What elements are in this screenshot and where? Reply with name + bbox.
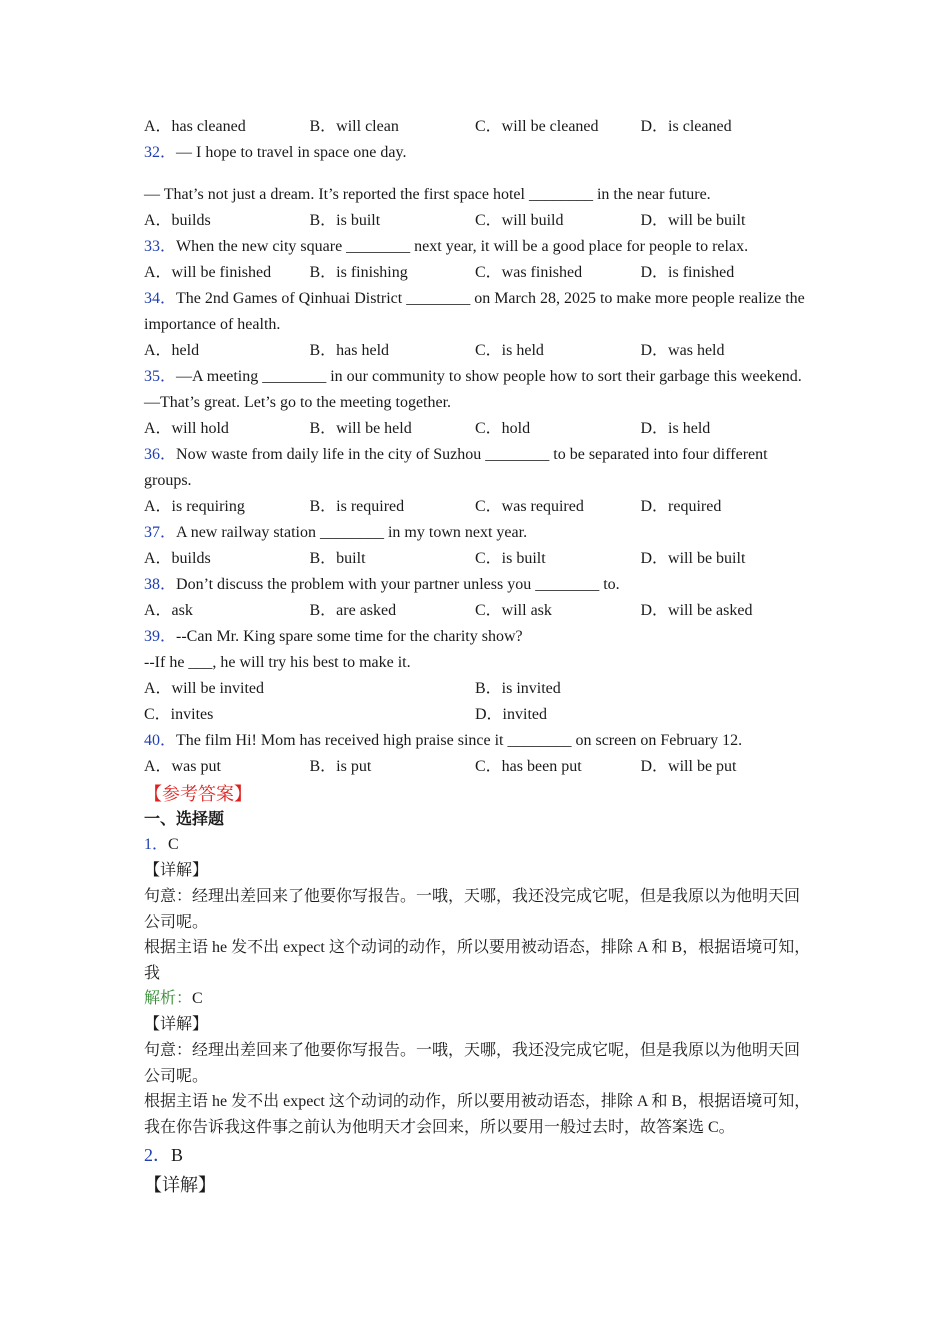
q40-option-a: A．was put <box>144 758 221 775</box>
q33-option-b: B．is finishing <box>309 264 408 281</box>
q39-option-d: D．invited <box>475 706 547 723</box>
q34-options <box>144 338 814 364</box>
q38-option-a: A．ask <box>144 602 193 619</box>
answer-1-number: 1． <box>144 836 169 853</box>
q39-option-b: B．is invited <box>475 680 561 697</box>
q35-option-b: B．will be held <box>309 420 412 437</box>
q33-option-c: C．was finished <box>475 264 583 281</box>
q39-question <box>144 624 814 650</box>
q40-question <box>144 728 814 754</box>
sentence-meaning: 句意：经理出差回来了他要你写报告。一哦，天哪，我还没完成它呢，但是我原以为他明天回公司呢。 <box>144 888 801 931</box>
answer-2-number: 2． <box>144 1145 171 1165</box>
q32-number: 32． <box>144 144 177 161</box>
q31-option-d: D．is cleaned <box>640 118 732 135</box>
q37-option-a: A．builds <box>144 550 211 567</box>
q32-reply: — That’s not just a dream. It’s reported the first space hotel ________ in the near future. <box>144 186 711 203</box>
q35-option-a: A．will hold <box>144 420 229 437</box>
analysis-line <box>144 986 814 1012</box>
q36-option-d: D．required <box>640 498 722 515</box>
q40-option-b: B．is put <box>309 758 372 775</box>
q33-text: When the new city square ________ next year, it will be a good place for people to relax. <box>176 238 749 255</box>
q31-option-c: C．will be cleaned <box>475 118 599 135</box>
q36-option-c: C．was required <box>475 498 584 515</box>
q33-question <box>144 234 814 260</box>
q34-text: The 2nd Games of Qinhuai District ________ on March 28, 2025 to make more people realize the importance of health. <box>144 290 805 333</box>
q38-options <box>144 598 814 624</box>
q31-option-b: B．will clean <box>309 118 399 135</box>
q38-option-d: D．will be asked <box>640 602 753 619</box>
q40-option-c: C．has been put <box>475 758 582 775</box>
q34-option-c: C．is held <box>475 342 544 359</box>
q33-option-a: A．will be finished <box>144 264 272 281</box>
q32-option-d: D．will be built <box>640 212 746 229</box>
analysis-short: 根据主语 he 发不出 expect 这个动词的动作，所以要用被动语态，排除 A 和 B，根据语境可知，我 <box>144 939 811 982</box>
q39-option-c: C．invites <box>144 706 214 723</box>
detail-label-2: 【详解】 <box>144 1016 209 1033</box>
answer-2 <box>144 1140 814 1170</box>
q40-option-d: D．will be put <box>640 758 737 775</box>
q40-number: 40． <box>144 732 177 749</box>
q37-question <box>144 520 814 546</box>
answer-2-value: B <box>171 1145 184 1165</box>
q37-option-c: C．is built <box>475 550 546 567</box>
q37-options <box>144 546 814 572</box>
q36-option-b: B．is required <box>309 498 405 515</box>
q35-options <box>144 416 814 442</box>
q38-question <box>144 572 814 598</box>
q33-options <box>144 260 814 286</box>
detail-label: 【详解】 <box>144 862 209 879</box>
q31-option-a: A．has cleaned <box>144 118 246 135</box>
analysis-answer: C <box>192 990 203 1007</box>
q37-text: A new railway station ________ in my town next year. <box>176 524 528 541</box>
q37-option-d: D．will be built <box>640 550 746 567</box>
q36-question <box>144 442 814 494</box>
section-heading: 一、选择题 <box>144 811 225 828</box>
q36-options <box>144 494 814 520</box>
q34-option-b: B．has held <box>309 342 390 359</box>
q39-text: --Can Mr. King spare some time for the charity show? <box>176 628 523 645</box>
q36-option-a: A．is requiring <box>144 498 245 515</box>
q34-number: 34． <box>144 290 177 307</box>
q32-question <box>144 140 814 166</box>
q40-options <box>144 754 814 780</box>
q34-option-a: A．held <box>144 342 200 359</box>
q36-text: Now waste from daily life in the city of Suzhou ________ to be separated into four different groups. <box>144 446 768 489</box>
q39-reply: --If he ___, he will try his best to make it. <box>144 654 411 671</box>
q35-number: 35． <box>144 368 177 385</box>
q40-text: The film Hi! Mom has received high praise since it ________ on screen on February 12. <box>176 732 743 749</box>
q35-option-d: D．is held <box>640 420 711 437</box>
analysis-label: 解析： <box>144 990 193 1007</box>
analysis-full: 根据主语 he 发不出 expect 这个动词的动作，所以要用被动语态，排除 A 和 B，根据语境可知，我在你告诉我这件事之前认为他明天才会回来，所以要用一般过去时，故答案选 C。 <box>144 1093 811 1136</box>
q38-option-c: C．will ask <box>475 602 552 619</box>
q34-question <box>144 286 814 338</box>
q33-option-d: D．is finished <box>640 264 735 281</box>
q38-option-b: B．are asked <box>309 602 397 619</box>
q38-number: 38． <box>144 576 177 593</box>
q37-number: 37． <box>144 524 177 541</box>
answer-1-value: C <box>168 836 179 853</box>
q35-question <box>144 364 814 390</box>
q35-option-c: C．hold <box>475 420 531 437</box>
q32-text: — I hope to travel in space one day. <box>176 144 407 161</box>
q33-number: 33． <box>144 238 177 255</box>
sentence-meaning-2: 句意：经理出差回来了他要你写报告。一哦，天哪，我还没完成它呢，但是我原以为他明天回公司呢。 <box>144 1042 801 1085</box>
answer-1 <box>144 832 814 858</box>
detail-label-3: 【详解】 <box>144 1175 216 1195</box>
q32-option-a: A．builds <box>144 212 211 229</box>
document-page <box>144 114 814 1200</box>
reference-answer-heading: 【参考答案】 <box>144 784 252 804</box>
q31-options <box>144 114 814 140</box>
q39-options-row2 <box>144 702 814 728</box>
q37-option-b: B．built <box>309 550 366 567</box>
q39-options-row1 <box>144 676 814 702</box>
q32-option-b: B．is built <box>309 212 381 229</box>
q39-option-a: A．will be invited <box>144 680 264 697</box>
q32-options <box>144 208 814 234</box>
q35-reply: —That’s great. Let’s go to the meeting together. <box>144 394 452 411</box>
q36-number: 36． <box>144 446 177 463</box>
q32-option-c: C．will build <box>475 212 564 229</box>
q34-option-d: D．was held <box>640 342 725 359</box>
q35-text: —A meeting ________ in our community to show people how to sort their garbage this weekend. <box>176 368 802 385</box>
q38-text: Don’t discuss the problem with your partner unless you ________ to. <box>176 576 620 593</box>
q39-number: 39． <box>144 628 177 645</box>
